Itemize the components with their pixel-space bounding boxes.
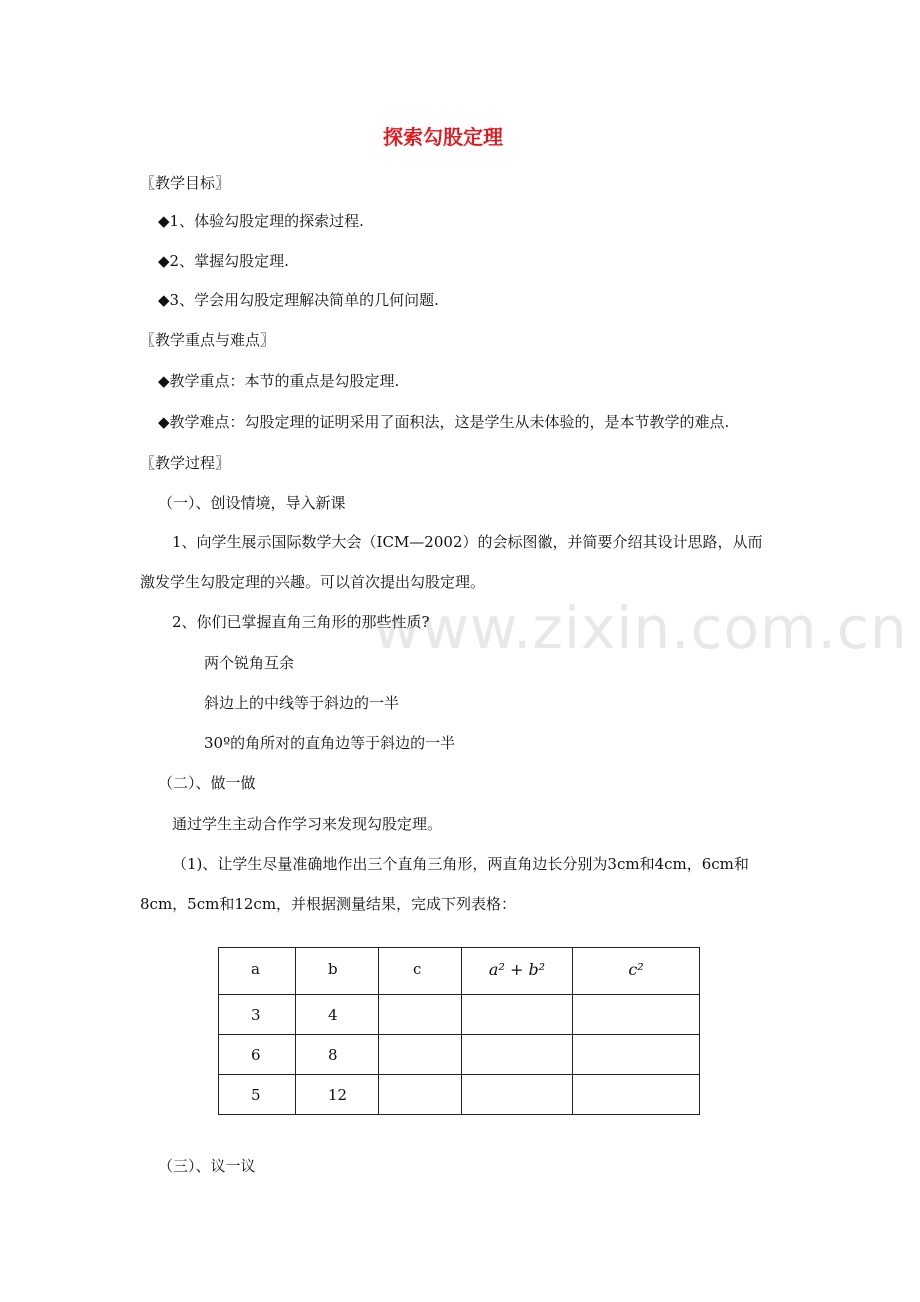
cell-csq[interactable] bbox=[573, 1035, 700, 1075]
task-line-2: 8cm，5cm和12cm，并根据测量结果，完成下列表格： bbox=[140, 895, 517, 913]
header-b: b bbox=[296, 948, 379, 995]
part-two-intro: 通过学生主动合作学习来发现勾股定理。 bbox=[172, 815, 443, 833]
goal-item-1: ◆1、体验勾股定理的探索过程. bbox=[158, 212, 364, 230]
cell-csq[interactable] bbox=[573, 995, 700, 1035]
header-a: a bbox=[219, 948, 296, 995]
cell-c[interactable] bbox=[379, 995, 462, 1035]
table-row bbox=[219, 1075, 700, 1115]
key-point-1: ◆教学重点：本节的重点是勾股定理. bbox=[158, 372, 400, 390]
property-3: 30º的角所对的直角边等于斜边的一半 bbox=[204, 734, 456, 752]
table-row bbox=[219, 995, 700, 1035]
page-title: 探索勾股定理 bbox=[383, 125, 503, 149]
task-line-1: （1)、让学生尽量准确地作出三个直角三角形，两直角边长分别为3cm和4cm，6cm和 bbox=[172, 855, 749, 873]
cell-sum[interactable] bbox=[462, 1035, 573, 1075]
key-points-header: 〖教学重点与难点〗 bbox=[140, 331, 276, 349]
property-2: 斜边上的中线等于斜边的一半 bbox=[204, 694, 400, 712]
cell-a: 6 bbox=[219, 1035, 296, 1075]
measurement-table bbox=[218, 947, 700, 1115]
cell-b: 4 bbox=[296, 995, 379, 1035]
key-point-2: ◆教学难点：勾股定理的证明采用了面积法，这是学生从未体验的，是本节教学的难点. bbox=[158, 413, 730, 431]
cell-a: 5 bbox=[219, 1075, 296, 1115]
table-row bbox=[219, 1035, 700, 1075]
goal-item-2: ◆2、掌握勾股定理. bbox=[158, 252, 289, 270]
table-header-row bbox=[219, 948, 700, 995]
watermark: www.zixin.com.cn bbox=[373, 594, 908, 662]
part-three-heading: （三）、议一议 bbox=[158, 1157, 256, 1175]
header-c2: c² bbox=[573, 948, 700, 995]
paragraph-1-line-2: 激发学生勾股定理的兴趣。可以首次提出勾股定理。 bbox=[140, 573, 486, 591]
cell-csq[interactable] bbox=[573, 1075, 700, 1115]
cell-b: 8 bbox=[296, 1035, 379, 1075]
paragraph-2: 2、你们已掌握直角三角形的那些性质? bbox=[172, 613, 430, 631]
process-header: 〖教学过程〗 bbox=[140, 454, 231, 472]
cell-c[interactable] bbox=[379, 1075, 462, 1115]
cell-sum[interactable] bbox=[462, 1075, 573, 1115]
part-one-heading: （一）、创设情境，导入新课 bbox=[158, 494, 346, 512]
cell-a: 3 bbox=[219, 995, 296, 1035]
cell-b: 12 bbox=[296, 1075, 379, 1115]
paragraph-1-line-1: 1、向学生展示国际数学大会（ICM—2002）的会标图徽，并简要介绍其设计思路，从而 bbox=[172, 533, 763, 551]
part-two-heading: （二）、做一做 bbox=[158, 774, 256, 792]
header-a2-plus-b2: a² + b² bbox=[462, 948, 573, 995]
cell-sum[interactable] bbox=[462, 995, 573, 1035]
header-c: c bbox=[379, 948, 462, 995]
property-1: 两个锐角互余 bbox=[204, 654, 295, 672]
cell-c[interactable] bbox=[379, 1035, 462, 1075]
goal-item-3: ◆3、学会用勾股定理解决简单的几何问题. bbox=[158, 291, 439, 309]
goals-header: 〖教学目标〗 bbox=[140, 174, 231, 192]
